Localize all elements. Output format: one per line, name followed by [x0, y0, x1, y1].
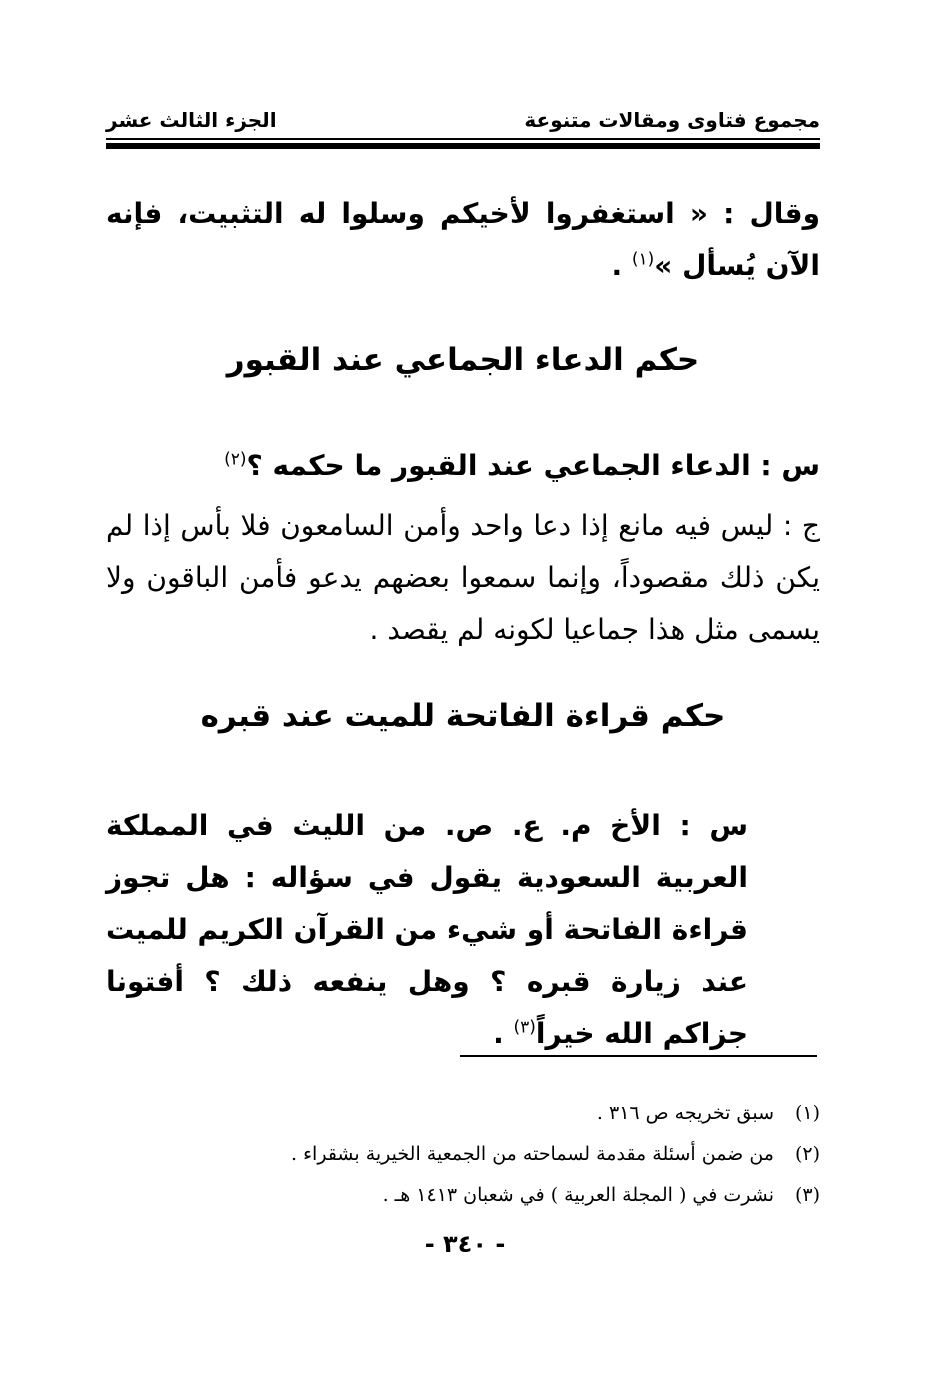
section2-question-text: س : الأخ م. ع. ص. من الليث في المملكة العربية السعودية يقول في سؤاله : هل تجوز قراءة الفاتحة أو شيء من القرآن الكريم للميت عند زيارة قبره ؟ وهل ينفعه ذلك ؟ أفتونا جزاكم الله خيراً: [106, 809, 748, 1050]
footnote-item: [150, 1134, 820, 1175]
page-number: - ٣٤٠ -: [424, 1230, 506, 1258]
footnote-item: [150, 1175, 820, 1216]
header-rule-thick: [106, 143, 820, 149]
section1-answer: ج : ليس فيه مانع إذا دعا واحد وأمن السامعون فلا بأس إذا لم يكن ذلك مقصوداً، وإنما سمعوا بعضهم يدعو فأمن الباقون ولا يسمى مثل هذا جماعيا لكونه لم يقصد .: [106, 509, 820, 646]
section1-title: حكم الدعاء الجماعي عند القبور: [226, 342, 700, 378]
footnote-text: نشرت في ( المجلة العربية ) في شعبان ١٤١٣ هـ .: [382, 1184, 774, 1206]
section1-question: [106, 440, 820, 492]
footnotes-list: [150, 1093, 820, 1216]
footnote-number: (٢): [794, 1143, 820, 1165]
footnote-text: سبق تخريجه ص ٣١٦ .: [596, 1102, 774, 1124]
section1-question-text: س : الدعاء الجماعي عند القبور ما حكمه ؟: [246, 449, 820, 482]
footnote-ref-1: (١): [631, 249, 655, 270]
section2-question: [106, 800, 748, 1060]
intro-paragraph: [106, 188, 820, 292]
footnote-number: (٣): [794, 1184, 820, 1206]
header-volume: الجزء الثالث عشر: [106, 108, 277, 132]
section2-question-end: .: [493, 1017, 514, 1050]
intro-end: .: [611, 249, 632, 282]
header-book-title: مجموع فتاوى ومقالات متنوعة: [524, 108, 820, 132]
footnote-text: من ضمن أسئلة مقدمة لسماحته من الجمعية الخيرية بشقراء .: [291, 1143, 774, 1165]
header-rule-thin: [106, 138, 820, 140]
footnote-item: [150, 1093, 820, 1134]
footnote-number: (١): [794, 1102, 820, 1124]
footnote-ref-2: (٢): [224, 449, 247, 470]
footnote-separator: [460, 1055, 817, 1057]
intro-text: وقال : « استغفروا لأخيكم وسلوا له التثبيت، فإنه الآن يُسأل »: [106, 197, 820, 282]
page-header: [106, 100, 820, 132]
section2-title: حكم قراءة الفاتحة للميت عند قبره: [200, 698, 726, 734]
footnote-ref-3: (٣): [513, 1017, 536, 1038]
